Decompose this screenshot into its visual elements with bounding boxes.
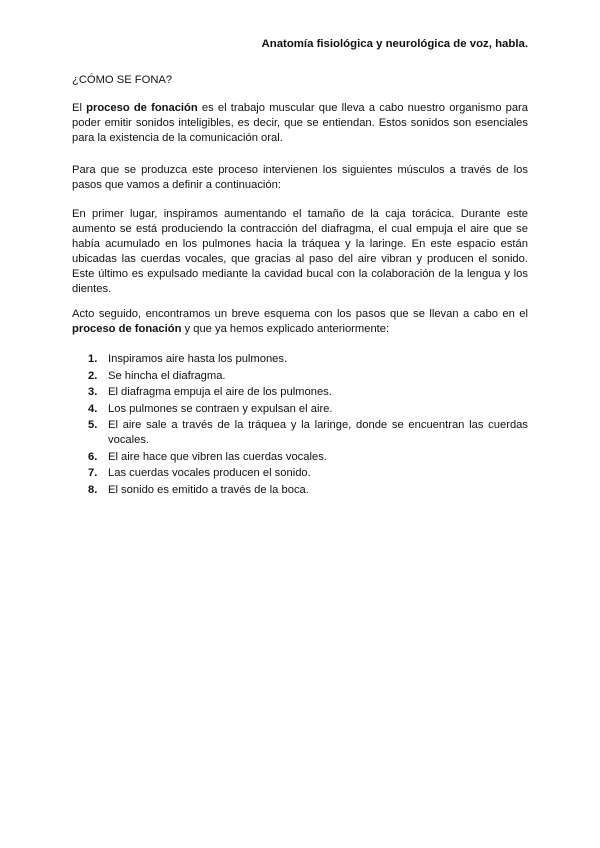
list-item (72, 483, 528, 498)
list-item-number: 6. (88, 450, 98, 463)
list-item (72, 352, 528, 367)
paragraph-scheme-intro (72, 307, 528, 337)
document-page (72, 0, 528, 848)
list-item-text: Las cuerdas vocales producen el sonido. (108, 467, 311, 479)
list-item (72, 369, 528, 384)
paragraph-scheme-before: Acto seguido, encontramos un breve esquema con los pasos que se llevan a cabo en el (72, 308, 528, 320)
list-item (72, 450, 528, 465)
list-item-text: El aire hace que vibren las cuerdas vocales. (108, 450, 327, 463)
paragraph-intro-after: es el trabajo muscular que lleva a cabo nuestro organismo para poder emitir sonidos inteligibles, es decir, que se entiendan. Estos sonidos son esenciales para la existencia de la comunicación oral. (72, 102, 529, 144)
paragraph-explanation: En primer lugar, inspiramos aumentando el tamaño de la caja torácica. Durante este aumento se está produciendo la contracción del diafragma, el cual empuja el aire que se había acumulado en los pulmones hacia la tráquea y la laringe. En este espacio están ubicadas las cuerdas vocales, que gracias al paso del aire vibran y producen el sonido. Este último es expulsado mediante la cavidad bucal con la colaboración de la lengua y los dientes. (72, 208, 528, 295)
list-item (72, 418, 528, 448)
list-item (72, 402, 528, 417)
paragraph-scheme-bold: proceso de fonación (72, 323, 182, 335)
list-item-number: 4. (88, 402, 98, 415)
document-header: Anatomía fisiológica y neurológica de voz, habla. (261, 38, 528, 50)
steps-list (72, 352, 528, 499)
list-item-text: El sonido es emitido a través de la boca. (108, 483, 309, 496)
list-item-number: 7. (88, 467, 98, 479)
list-item-number: 3. (88, 386, 98, 398)
list-item (72, 466, 528, 481)
list-item-number: 2. (88, 369, 98, 382)
paragraph-intro-bold: proceso de fonación (86, 102, 198, 114)
list-item-text: Se hincha el diafragma. (108, 369, 226, 382)
paragraph-intro-before: El (72, 102, 87, 114)
list-item (72, 385, 528, 400)
list-item-text: El aire sale a través de la tráquea y la laringe, donde se encuentran las cuerdas vocales. (108, 419, 528, 446)
list-item-number: 1. (88, 353, 98, 365)
list-item-text: El diafragma empuja el aire de los pulmones. (108, 386, 332, 398)
section-title: ¿CÓMO SE FONA? (72, 74, 173, 86)
paragraph-muscles: Para que se produzca este proceso intervienen los siguientes músculos a través de los pasos que vamos a definir a continuación: (72, 164, 528, 191)
list-item-number: 8. (88, 483, 98, 496)
paragraph-intro (72, 101, 528, 146)
paragraph-scheme-after: y que ya hemos explicado anteriormente: (181, 323, 390, 335)
list-item-text: Los pulmones se contraen y expulsan el aire. (108, 402, 333, 415)
list-item-text: Inspiramos aire hasta los pulmones. (108, 353, 288, 365)
list-item-number: 5. (88, 419, 98, 431)
